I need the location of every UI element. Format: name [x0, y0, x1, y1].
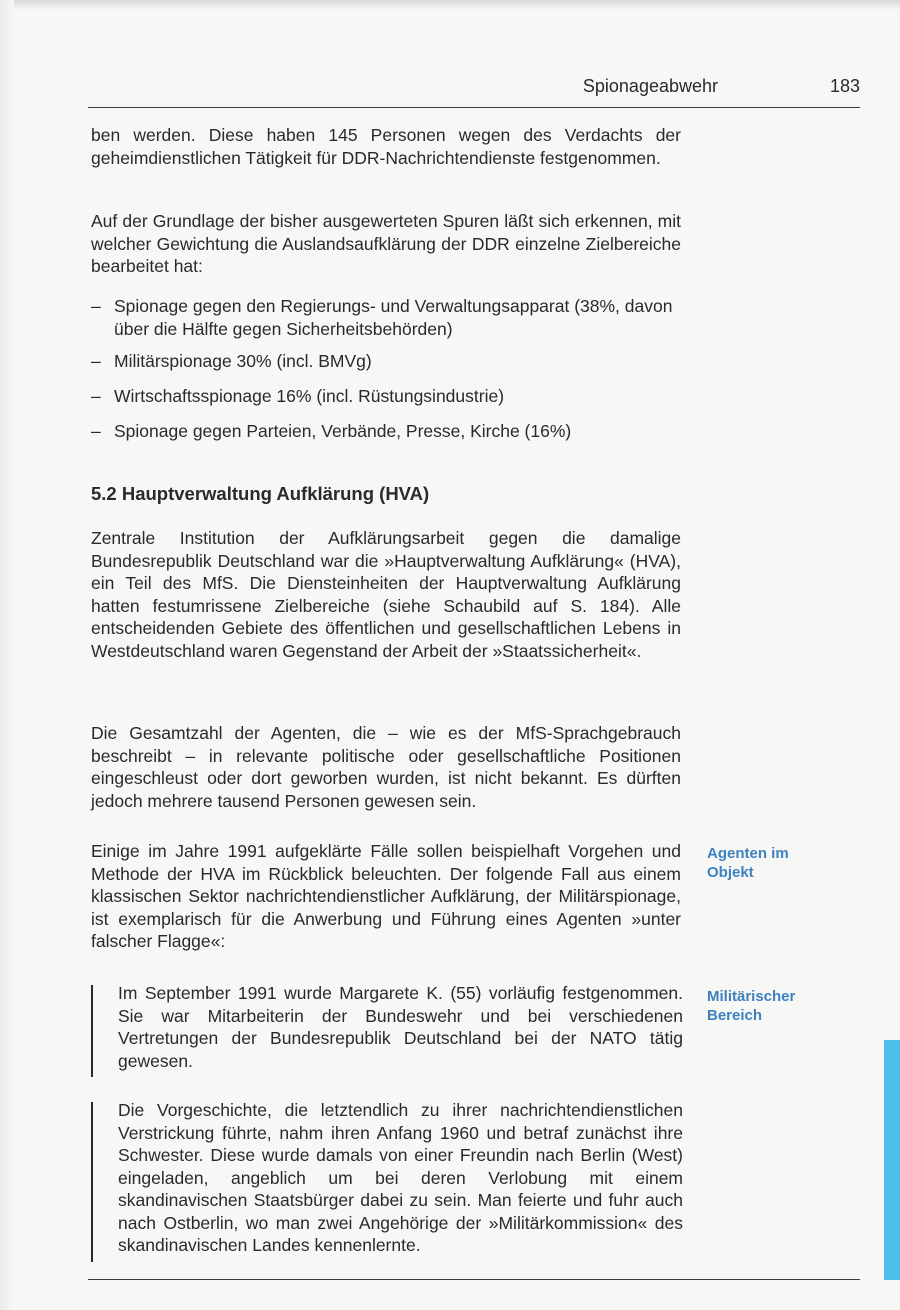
section-heading: 5.2 Hauptverwaltung Aufklärung (HVA): [91, 483, 430, 504]
chapter-thumb-tab: [884, 1040, 900, 1280]
paragraph-intro-list: [91, 210, 681, 278]
page-left-edge: [0, 0, 14, 1310]
list-item-text: Spionage gegen Parteien, Verbände, Presse, Kirche (16%): [114, 421, 572, 441]
paragraph-1: ben werden. Diese haben 145 Personen wegen des Verdachts der geheimdienstlichen Tätigkeit für DDR-Nachrichtendienste festgenommen.: [91, 125, 681, 168]
quote-1-text: Im September 1991 wurde Margarete K. (55) vorläufig festgenommen. Sie war Mitarbeiterin der Bundeswehr und bei verschiedenen Vertretungen der Bundesrepublik Deutschland bei der NATO tätig gewesen.: [118, 983, 683, 1071]
quote-bar: [91, 985, 93, 1077]
section-title: Spionageabwehr: [582, 76, 718, 96]
paragraph-2: Auf der Grundlage der bisher ausgewerteten Spuren läßt sich erkennen, mit welcher Gewichtung die Auslandsaufklärung der DDR einzelne Zielbereiche bearbeitet hat:: [91, 211, 681, 276]
quote-2-text: Die Vorgeschichte, die letztendlich zu ihrer nachrichtendienstlichen Verstrickung führte, nahm ihren Anfang 1960 und betraf zunächst ihre Schwester. Diese wurde damals von einer Freundin nach Berlin (West) eingeladen, angeblich um bei deren Verlobung mit einem skandinavischen Staatsbürger dabei zu sein. Man feierte und fuhr auch nach Ostberlin, wo man zwei Angehörige der »Militärkommission« des skandinavischen Landes kennenlernte.: [118, 1100, 683, 1255]
quote-bar: [91, 1102, 93, 1262]
margin-note-military: [707, 987, 837, 1025]
list-item: [91, 420, 691, 443]
page-top-edge: [0, 0, 900, 10]
page-number: 183: [829, 76, 860, 96]
list-dash: –: [91, 386, 101, 406]
list-item: [91, 295, 691, 340]
list-dash: –: [91, 421, 101, 441]
list-item: [91, 350, 691, 373]
list-item-text: Wirtschaftsspionage 16% (incl. Rüstungsindustrie): [114, 386, 505, 406]
running-header: [90, 76, 860, 100]
margin-note-line: Bereich: [707, 1007, 763, 1024]
list-dash: –: [91, 296, 101, 316]
margin-note-line: Agenten im: [707, 845, 789, 862]
header-rule: [88, 107, 860, 108]
case-quote-1: [118, 982, 683, 1072]
paragraph-cases: [91, 840, 681, 953]
margin-note-agents: [707, 844, 837, 882]
paragraph-3: Zentrale Institution der Aufklärungsarbeit gegen die damalige Bundesrepublik Deutschland war die »Hauptverwaltung Aufklärung« (HVA), ein Teil des MfS. Die Diensteinheiten der Hauptverwaltung Aufklärung hatten festumrissene Zielbereiche (siehe Schaubild auf S. 184). Alle entscheidenden Gebiete des öffentlichen und gesellschaftlichen Lebens in Westdeutschland waren Gegenstand der Arbeit der »Staatssicherheit«.: [91, 528, 681, 661]
paragraph-4: Die Gesamtzahl der Agenten, die – wie es der MfS-Sprachgebrauch beschreibt – in relevante politische oder gesellschaftliche Positionen eingeschleust oder dort geworben wurden, ist nicht bekannt. Es dürften jedoch mehrere tausend Personen gewesen sein.: [91, 723, 681, 811]
paragraph-agents: [91, 722, 681, 812]
list-dash: –: [91, 351, 101, 371]
footer-rule: [88, 1279, 860, 1280]
paragraph-hva: [91, 527, 681, 662]
paragraph-continuation: [91, 124, 681, 169]
list-item: [91, 385, 691, 408]
case-quote-2: [118, 1099, 683, 1257]
margin-note-line: Objekt: [707, 864, 754, 881]
list-item-text: Militärspionage 30% (incl. BMVg): [114, 351, 372, 371]
paragraph-5: Einige im Jahre 1991 aufgeklärte Fälle sollen beispielhaft Vorgehen und Methode der HVA im Rückblick beleuchten. Der folgende Fall aus einem klassischen Sektor nachrichtendienstlicher Aufklärung, der Militärspionage, ist exemplarisch für die Anwerbung und Führung eines Agenten »unter falscher Flagge«:: [91, 841, 681, 951]
list-item-text: Spionage gegen den Regierungs- und Verwaltungsapparat (38%, davon über die Hälfte gegen Sicherheitsbehörden): [114, 296, 673, 339]
margin-note-line: Militärischer: [707, 988, 796, 1005]
